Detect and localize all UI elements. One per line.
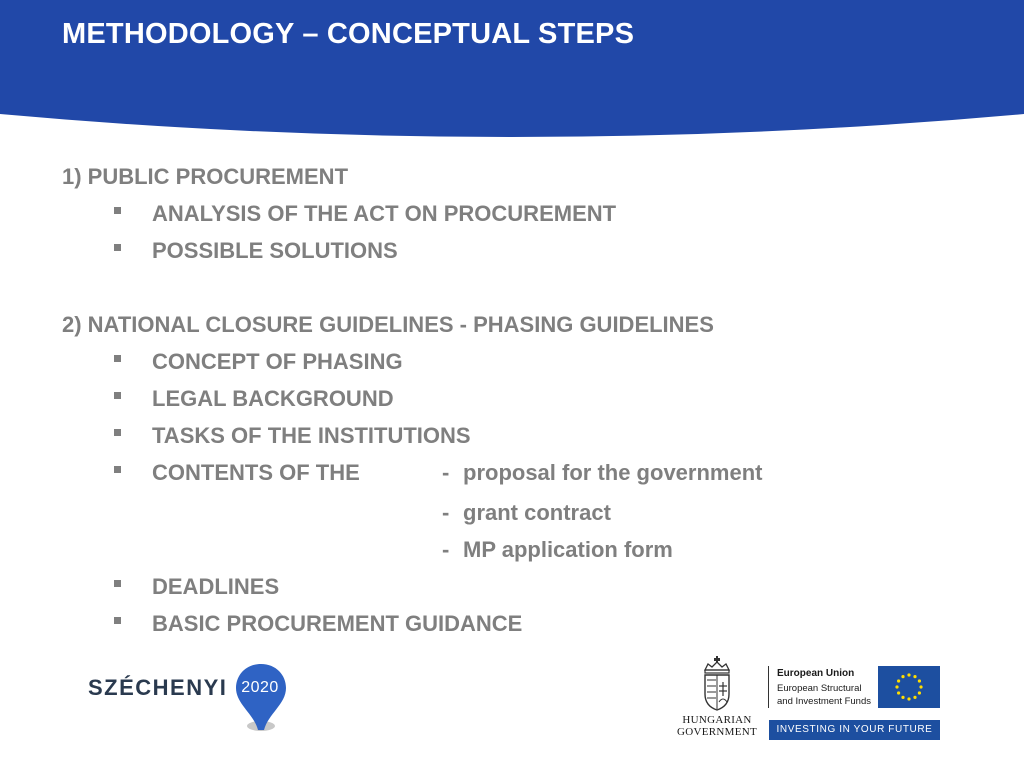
- eu-funds-logo: [768, 666, 940, 742]
- section-heading-public-procurement: 1) PUBLIC PROCUREMENT: [62, 164, 349, 189]
- bullet-text: LEGAL BACKGROUND: [152, 386, 394, 411]
- eu-slogan-banner: INVESTING IN YOUR FUTURE: [769, 720, 940, 740]
- sub-item-dash: -: [442, 460, 450, 485]
- eu-logo-title: European Union: [777, 668, 855, 679]
- bullet-text: DEADLINES: [152, 574, 280, 599]
- szechenyi-logo-text: SZÉCHENYI: [88, 675, 228, 700]
- square-bullet-icon: [114, 392, 121, 399]
- bullet-text: POSSIBLE SOLUTIONS: [152, 238, 398, 263]
- bullet-text: ANALYSIS OF THE ACT ON PROCUREMENT: [152, 201, 617, 226]
- square-bullet-icon: [114, 466, 121, 473]
- hungarian-government-logo: [676, 656, 758, 738]
- bullet-text: CONCEPT OF PHASING: [152, 349, 403, 374]
- location-pin-icon: [234, 662, 288, 734]
- eu-logo-subtitle-line1: European Structural: [777, 683, 862, 694]
- eu-logo-divider: [768, 666, 769, 708]
- square-bullet-icon: [114, 580, 121, 587]
- square-bullet-icon: [114, 355, 121, 362]
- bullet-text: TASKS OF THE INSTITUTIONS: [152, 423, 471, 448]
- bullet-text: BASIC PROCUREMENT GUIDANCE: [152, 611, 523, 636]
- header-banner: [0, 0, 1024, 140]
- sub-item-dash: -: [442, 500, 450, 525]
- sub-item-dash: -: [442, 537, 450, 562]
- square-bullet-icon: [114, 617, 121, 624]
- square-bullet-icon: [114, 207, 121, 214]
- eu-logo-subtitle-line2: and Investment Funds: [777, 696, 871, 707]
- szechenyi-logo-year: 2020: [241, 679, 279, 696]
- sub-item-text: proposal for the government: [463, 460, 763, 485]
- sub-item-text: grant contract: [463, 500, 611, 525]
- square-bullet-icon: [114, 429, 121, 436]
- sub-item-text: MP application form: [463, 537, 673, 562]
- coat-of-arms-icon: [700, 656, 734, 714]
- hungarian-government-text-line1: HUNGARIAN: [682, 714, 752, 726]
- square-bullet-icon: [114, 244, 121, 251]
- hungarian-government-text-line2: GOVERNMENT: [677, 726, 757, 738]
- section-heading-closure-guidelines: 2) NATIONAL CLOSURE GUIDELINES - PHASING GUIDELINES: [62, 312, 714, 337]
- slide-title: METHODOLOGY – CONCEPTUAL STEPS: [62, 18, 635, 50]
- eu-flag-icon: [878, 666, 940, 708]
- bullet-text: CONTENTS OF THE: [152, 460, 360, 485]
